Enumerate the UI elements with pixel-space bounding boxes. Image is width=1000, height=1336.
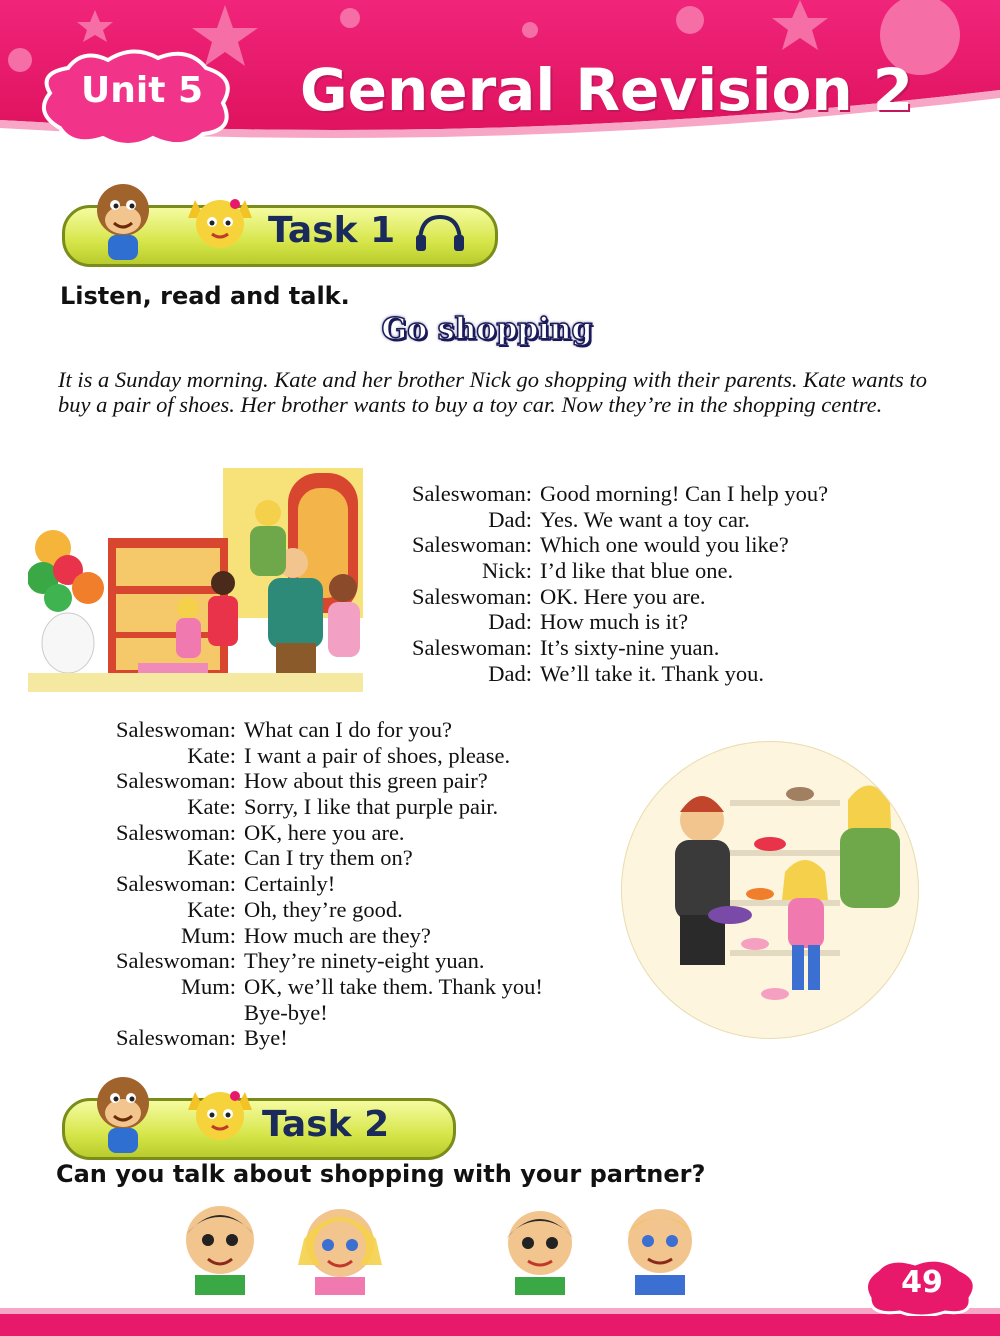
speaker: Saleswoman: [116,768,236,794]
monkey-mascot-icon [78,175,168,265]
line: What can I do for you? [244,717,453,742]
task1-instruction: Listen, read and talk. [60,282,350,310]
unit-label: Unit 5 [81,70,203,111]
headphones-icon [412,213,468,253]
line: Bye-bye! [244,999,328,1025]
dialog-row [84,897,543,923]
line: Which one would you like? [540,532,789,558]
line: How much is it? [540,609,689,635]
speaker: Kate: [187,896,236,922]
speaker: Kate: [187,742,236,768]
shoe-shop-illustration [620,740,920,1040]
speaker: Saleswoman: [412,583,532,609]
line: How about this green pair? [244,768,488,794]
line: OK. Here you are. [540,583,706,609]
cat-mascot-icon [180,1082,260,1157]
dialog-row [382,584,828,610]
dialog-row [382,481,828,507]
dialog-row [84,1000,543,1026]
dialog-row [84,923,543,949]
bottom-band [0,1308,1000,1336]
line: I want a pair of shoes, please. [244,742,511,768]
speaker: Mum: [180,922,236,948]
speaker: Saleswoman: [412,481,532,506]
line: I’d like that blue one. [540,558,734,584]
speaker: Kate: [187,845,236,871]
speaker [84,1000,244,1026]
speaker: Nick: [482,558,532,584]
dialog-row [382,558,828,584]
task1-label: Task 1 [268,210,396,251]
speaker: Dad: [488,660,532,686]
line: How much are they? [244,922,431,948]
dialog-row [84,974,543,1000]
speaker: Mum: [180,973,236,999]
speaker: Saleswoman: [116,819,236,845]
story-title: Go shopping [381,312,593,347]
dialog-shoes [84,717,543,1051]
dialog-row [84,743,543,769]
dialog-row [382,661,828,687]
dialog-row [84,1025,543,1051]
speaker: Saleswoman: [116,948,236,974]
line: Certainly! [244,871,336,897]
speaker: Saleswoman: [116,871,236,897]
line: Good morning! Can I help you? [540,481,829,506]
speaker: Saleswoman: [116,717,236,742]
task2-label: Task 2 [262,1104,390,1145]
dialog-row [382,609,828,635]
dialog-row [382,507,828,533]
children-illustration [150,1195,750,1295]
line: They’re ninety-eight yuan. [244,948,485,974]
dialog-row [84,717,543,743]
task2-instruction: Can you talk about shopping with your partner? [56,1160,706,1188]
dialog-row [382,532,828,558]
dialog-row [84,794,543,820]
speaker: Kate: [187,794,236,820]
line: OK, we’ll take them. Thank you! [244,973,543,999]
line: Yes. We want a toy car. [540,506,750,532]
speaker: Dad: [488,609,532,635]
line: Sorry, I like that purple pair. [244,794,499,820]
dialog-row [84,768,543,794]
line: Can I try them on? [244,845,413,871]
speaker: Saleswoman: [116,1025,236,1051]
story-intro: It is a Sunday morning. Kate and her brother Nick go shopping with their parents. Kate wants to buy a pair of shoes. Her brother wants to buy a toy car. Now they’re in the shopping centre. [58,367,927,417]
line: OK, here you are. [244,819,405,845]
cat-mascot-icon [180,190,260,265]
dialog-toy-car [382,481,828,687]
page-number: 49 [901,1265,943,1300]
page-title: General Revision 2 [300,56,914,124]
line: We’ll take it. Thank you. [540,660,764,686]
dialog-row [84,845,543,871]
dialog-row [84,871,543,897]
monkey-mascot-icon [78,1068,168,1158]
dialog-row [84,820,543,846]
line: It’s sixty-nine yuan. [540,635,720,661]
speaker: Saleswoman: [412,532,532,558]
line: Bye! [244,1025,288,1051]
dialog-row [382,635,828,661]
toy-shop-illustration [28,468,363,692]
speaker: Saleswoman: [412,635,532,661]
line: Oh, they’re good. [244,896,403,922]
speaker: Dad: [488,506,532,532]
dialog-row [84,948,543,974]
